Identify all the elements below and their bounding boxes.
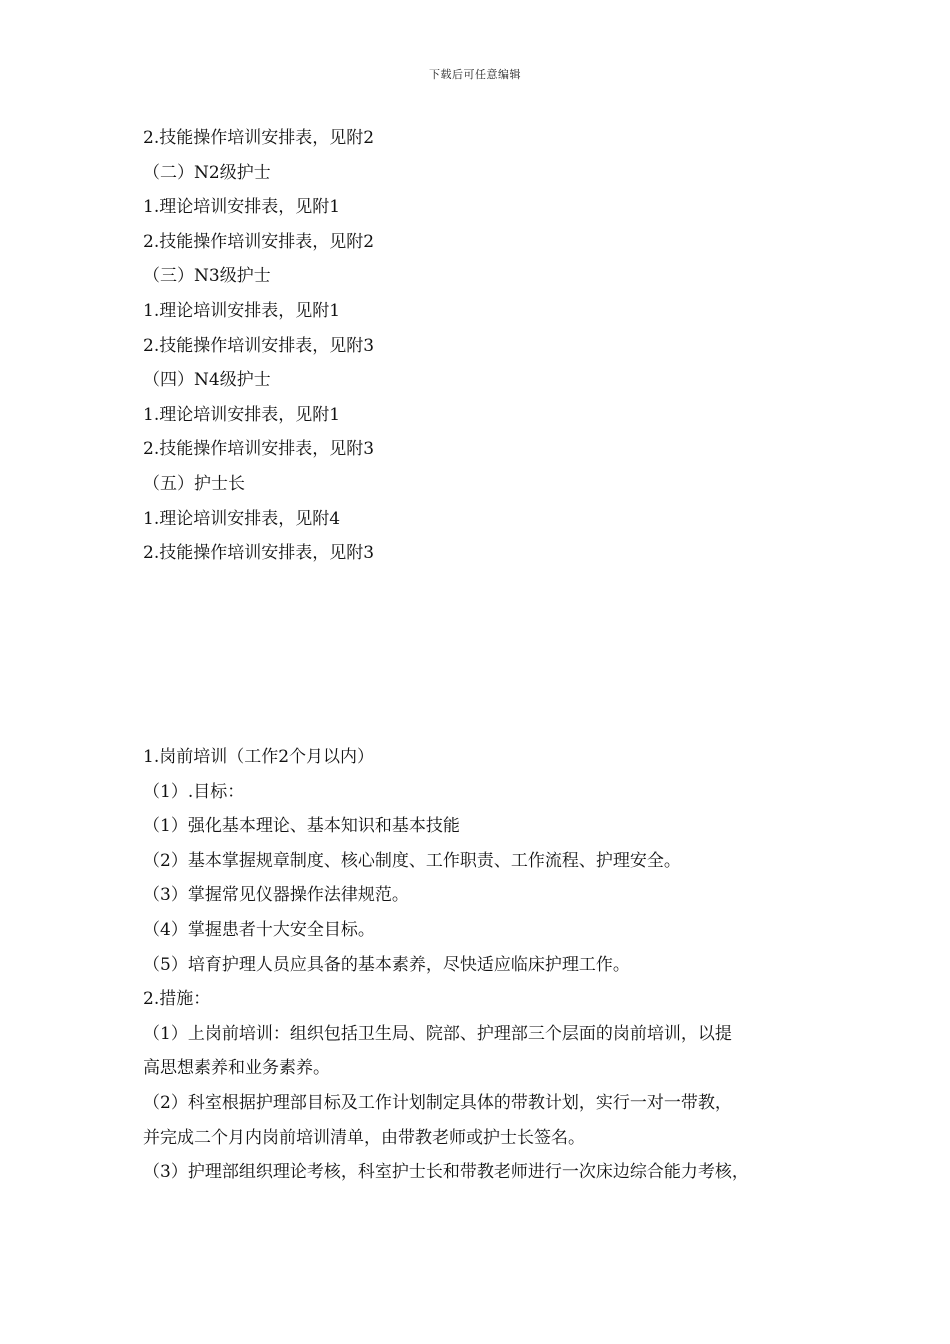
text-line: 2.技能操作培训安排表，见附3 <box>143 543 375 564</box>
measure-item-continued: 并完成二个月内岗前培训清单，由带教老师或护士长签名。 <box>143 1127 585 1148</box>
measure-item-continued: 高思想素养和业务素养。 <box>143 1058 330 1079</box>
goal-item: （3）掌握常见仪器操作法律规范。 <box>143 885 409 906</box>
goal-item: （4）掌握患者十大安全目标。 <box>143 919 375 940</box>
text-line: 1.理论培训安排表，见附1 <box>143 404 341 425</box>
pre-job-training-section <box>143 740 843 1190</box>
section-heading-n3: （三）N3级护士 <box>143 266 271 287</box>
section-heading-n2: （二）N2级护士 <box>143 162 271 183</box>
section-heading-head-nurse: （五）护士长 <box>143 473 245 494</box>
text-line: 2.技能操作培训安排表，见附2 <box>143 231 375 252</box>
text-line: 2.技能操作培训安排表，见附2 <box>143 128 375 148</box>
section-heading-pre-job: 1.岗前培训（工作2个月以内） <box>143 747 375 767</box>
section-heading-n4: （四）N4级护士 <box>143 370 271 391</box>
measure-item: （3）护理部组织理论考核，科室护士长和带教老师进行一次床边综合能力考核， <box>143 1162 749 1183</box>
text-line: 1.理论培训安排表，见附1 <box>143 197 341 218</box>
goal-item: （1）强化基本理论、基本知识和基本技能 <box>143 816 460 837</box>
goals-heading: （1）.目标： <box>143 781 245 802</box>
measures-heading: 2.措施： <box>143 989 211 1010</box>
training-schedule-list <box>143 121 843 571</box>
page-header: 下载后可任意编辑 <box>429 68 521 81</box>
measure-item: （2）科室根据护理部目标及工作计划制定具体的带教计划，实行一对一带教， <box>143 1092 732 1113</box>
text-line: 1.理论培训安排表，见附4 <box>143 508 341 529</box>
text-line: 1.理论培训安排表，见附1 <box>143 300 341 321</box>
measure-item: （1）上岗前培训：组织包括卫生局、院部、护理部三个层面的岗前培训，以提 <box>143 1023 732 1044</box>
goal-item: （5）培育护理人员应具备的基本素养，尽快适应临床护理工作。 <box>143 954 630 975</box>
goal-item: （2）基本掌握规章制度、核心制度、工作职责、工作流程、护理安全。 <box>143 850 681 871</box>
text-line: 2.技能操作培训安排表，见附3 <box>143 439 375 460</box>
text-line: 2.技能操作培训安排表，见附3 <box>143 335 375 356</box>
